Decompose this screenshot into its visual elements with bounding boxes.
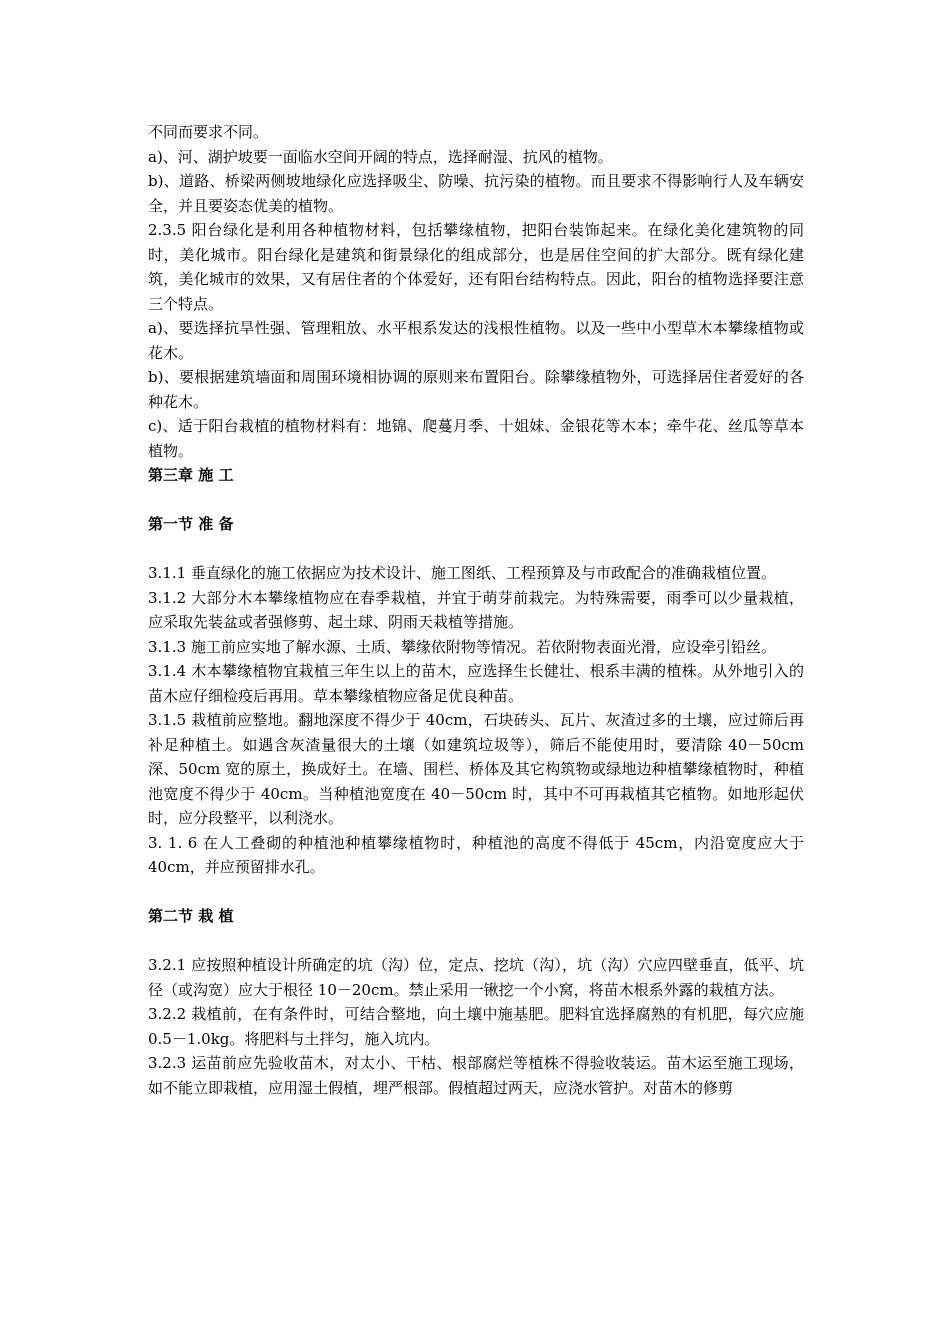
paragraph: c)、适于阳台栽植的植物材料有：地锦、爬蔓月季、十姐妹、金银花等木本；牵牛花、丝瓜等草本植物。 (148, 417, 804, 460)
paragraph: 3.1.5 栽植前应整地。翻地深度不得少于 40cm，石块砖头、瓦片、灰渣过多的土壤，应过筛后再补足种植土。如遇含灰渣量很大的土壤（如建筑垃圾等），筛后不能使用时，要清除 40－50cm 深、50cm 宽的原土，换成好土。在墙、围栏、桥体及其它构筑物或绿地边种植攀缘植物时，种植池宽度不得少于 40cm。当种植池宽度在 40－50cm 时，其中不可再栽植其它植物。如地形起伏时，应分段整平，以利浇水。 (148, 711, 804, 827)
paragraph: 2.3.5 阳台绿化是利用各种植物材料，包括攀缘植物，把阳台装饰起来。在绿化美化建筑物的同时，美化城市。阳台绿化是建筑和街景绿化的组成部分，也是居住空间的扩大部分。既有绿化建筑，美化城市的效果，又有居住者的个体爱好，还有阳台结构特点。因此，阳台的植物选择要注意三个特点。 (148, 221, 804, 313)
paragraph: 3.2.1 应按照种植设计所确定的坑（沟）位，定点、挖坑（沟），坑（沟）穴应四壁垂直，低平、坑径（或沟宽）应大于根径 10－20cm。禁止采用一锹挖一个小窝，将苗木根系外露的栽植方法。 (148, 956, 804, 999)
paragraph: 3.1.2 大部分木本攀缘植物应在春季栽植，并宜于萌芽前栽完。为特殊需要，雨季可以少量栽植，应采取先装盆或者强修剪、起土球、阴雨天栽植等措施。 (148, 588, 804, 631)
paragraph: 3.2.2 栽植前，在有条件时，可结合整地，向土壤中施基肥。肥料宜选择腐熟的有机肥，每穴应施 0.5－1.0kg。将肥料与土拌匀，施入坑内。 (148, 1005, 804, 1048)
spacer (148, 537, 804, 562)
paragraph: a)、河、湖护坡要一面临水空间开阔的特点，选择耐湿、抗风的植物。 (148, 147, 613, 166)
section-title: 第一节 准 备 (148, 515, 234, 533)
spacer (148, 488, 804, 513)
spacer (148, 880, 804, 905)
paragraph: b)、要根据建筑墙面和周围环境相协调的原则来布置阳台。除攀缘植物外，可选择居住者爱好的各种花木。 (148, 368, 804, 411)
document-body (148, 120, 804, 1100)
paragraph: 3.2.3 运苗前应先验收苗木，对太小、干枯、根部腐烂等植株不得验收装运。苗木运至施工现场，如不能立即栽植，应用湿土假植，埋严根部。假植超过两天，应浇水管护。对苗木的修剪 (148, 1054, 804, 1097)
paragraph: 3. 1. 6 在人工叠砌的种植池种植攀缘植物时，种植池的高度不得低于 45cm，内沿宽度应大于 40cm，并应预留排水孔。 (148, 833, 804, 876)
section-title: 第二节 栽 植 (148, 907, 234, 925)
spacer (148, 929, 804, 954)
paragraph: 3.1.1 垂直绿化的施工依据应为技术设计、施工图纸、工程预算及与市政配合的准确栽植位置。 (148, 564, 776, 582)
paragraph: a)、要选择抗旱性强、管理粗放、水平根系发达的浅根性植物。以及一些中小型草木本攀缘植物或花木。 (148, 319, 804, 362)
paragraph: 不同而要求不同。 (148, 123, 269, 141)
paragraph: b)、道路、桥梁两侧坡地绿化应选择吸尘、防噪、抗污染的植物。而且要求不得影响行人及车辆安全，并且要姿态优美的植物。 (148, 172, 804, 215)
paragraph: 3.1.3 施工前应实地了解水源、土质、攀缘依附物等情况。若依附物表面光滑，应设牵引铅丝。 (148, 637, 776, 656)
chapter-title: 第三章 施 工 (148, 466, 234, 484)
paragraph: 3.1.4 木本攀缘植物宜栽植三年生以上的苗木，应选择生长健壮、根系丰满的植株。从外地引入的苗木应仔细检疫后再用。草本攀缘植物应备足优良种苗。 (148, 662, 804, 705)
